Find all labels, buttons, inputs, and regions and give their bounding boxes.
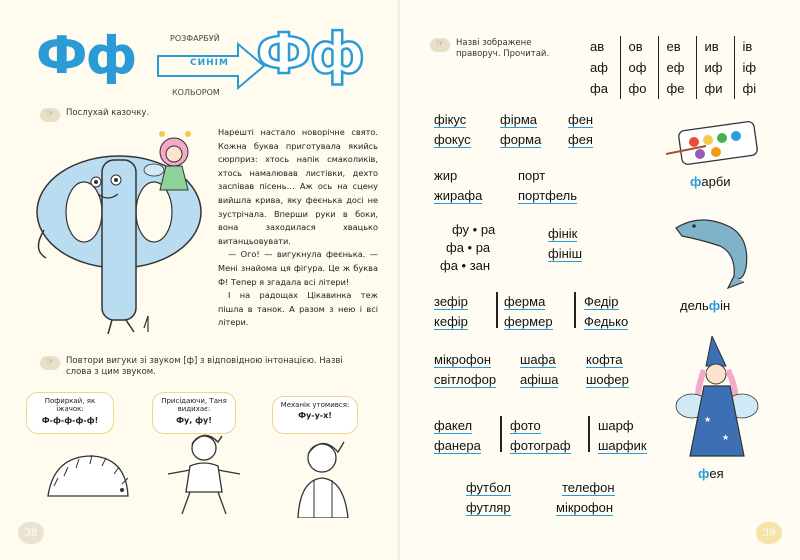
syllable-row bbox=[582, 57, 772, 78]
arrow-label-bottom: КОЛЬОРОМ bbox=[172, 88, 220, 97]
pointing-hand-icon: ☞ bbox=[430, 38, 450, 52]
word: кофта bbox=[586, 352, 623, 367]
word: шафа bbox=[520, 352, 556, 367]
story-paragraph: І на радощах Цікавинка теж пішла в танок. А разом з нею і всі літери. bbox=[218, 290, 378, 328]
syllable-row bbox=[582, 78, 772, 99]
speech-bubble: Присідаючи, Таня видихає: Фу, фу! bbox=[152, 392, 236, 434]
syllable-cell: фі bbox=[734, 78, 772, 99]
word: форма bbox=[500, 132, 542, 147]
word: порт bbox=[518, 168, 546, 183]
syllable-cell: аф bbox=[590, 60, 608, 75]
syllable-cell: фо bbox=[620, 78, 658, 99]
divider bbox=[496, 292, 498, 328]
syllable-cell: ив bbox=[696, 36, 734, 57]
word: мікрофон bbox=[556, 500, 614, 515]
syllable-cell: ав bbox=[590, 39, 605, 54]
word: шарф bbox=[598, 418, 634, 433]
word: фен bbox=[568, 112, 594, 127]
syllable-word: фа • зан bbox=[440, 258, 491, 273]
divider bbox=[588, 416, 590, 452]
caption-delfin: дельфін bbox=[680, 298, 731, 313]
word: фея bbox=[568, 132, 593, 147]
pointing-hand-icon: ☞ bbox=[40, 108, 60, 122]
word: фікус bbox=[434, 112, 467, 127]
instruction-name-read: ☞ Назві зображене праворуч. Прочитай. bbox=[430, 38, 570, 60]
story-paragraph: Нарешті настало новорічне свято. Кожна буква приготувала якийсь сюрприз: хтось напік смаколиків, хтось намалював листівки, дехто заспівав пісень… Аж ось на сцену вийшла крива, яку феєнька досі не зустрічала. Вперши руки в боки, вона заходилася хвацько витанцьовувати. bbox=[218, 127, 378, 246]
word: жирафа bbox=[434, 188, 483, 203]
divider bbox=[500, 416, 502, 452]
story-text bbox=[218, 126, 378, 330]
syllable-cell: еф bbox=[658, 57, 696, 78]
word: жир bbox=[434, 168, 458, 183]
word: афіша bbox=[520, 372, 559, 387]
outline-letters: Фф bbox=[256, 22, 364, 87]
svg-text:★: ★ bbox=[704, 415, 712, 424]
speech-bubble: Механік утомився: Фу-у-х! bbox=[272, 396, 358, 434]
instruction-listen: ☞ Послухай казочку. bbox=[40, 108, 149, 122]
hedgehog-illustration bbox=[40, 446, 136, 506]
dolphin-illustration bbox=[672, 206, 756, 290]
syllable-cell: фе bbox=[658, 78, 696, 99]
syllable-word: фу • ра bbox=[452, 222, 496, 237]
syllable-cell: оф bbox=[620, 57, 658, 78]
word: факел bbox=[434, 418, 473, 433]
syllable-cell: ів bbox=[734, 36, 772, 57]
word: фініш bbox=[548, 246, 583, 261]
word: шофер bbox=[586, 372, 629, 387]
word: футбол bbox=[466, 480, 511, 495]
word: фінік bbox=[548, 226, 578, 241]
word: фанера bbox=[434, 438, 481, 453]
arrow-label-mid: СИНІМ bbox=[190, 58, 229, 68]
fairy-illustration bbox=[140, 128, 210, 198]
page-number: 39 bbox=[756, 522, 782, 544]
caption-feia: фея bbox=[698, 466, 724, 481]
word: Федько bbox=[584, 314, 629, 329]
word: портфель bbox=[518, 188, 578, 203]
story-paragraph: — Ого! — вигукнула феєнька. — Мені знайома ця фігура. Це ж буква Ф! Тепер я згадала всі літери! bbox=[218, 249, 378, 287]
pointing-hand-icon: ☞ bbox=[40, 356, 60, 370]
syllable-cell: фи bbox=[696, 78, 734, 99]
word: зефір bbox=[434, 294, 468, 309]
syllable-word: фа • ра bbox=[446, 240, 491, 255]
big-letters: Фф bbox=[36, 26, 136, 86]
arrow-label-top: РОЗФАРБУЙ bbox=[170, 34, 220, 43]
svg-text:★: ★ bbox=[722, 433, 730, 442]
word: футляр bbox=[466, 500, 511, 515]
word: фото bbox=[510, 418, 541, 433]
word: телефон bbox=[562, 480, 615, 495]
syllable-cell: ев bbox=[658, 36, 696, 57]
word: кефір bbox=[434, 314, 468, 329]
caption-farby: фарби bbox=[690, 174, 731, 189]
word: Федір bbox=[584, 294, 619, 309]
page-number: 38 bbox=[18, 522, 44, 544]
syllable-cell: іф bbox=[734, 57, 772, 78]
syllable-row bbox=[582, 36, 772, 57]
syllable-cell: фа bbox=[590, 81, 608, 96]
fairy-in-blue-dress-illustration bbox=[674, 336, 764, 460]
word: ферма bbox=[504, 294, 546, 309]
instruction-repeat: ☞ Повтори вигуки зі звуком [ф] з відповідною інтонацією. Назві слова з цим звуком. bbox=[40, 356, 360, 378]
syllable-cell: иф bbox=[696, 57, 734, 78]
paint-palette-illustration bbox=[666, 118, 762, 170]
word: фермер bbox=[504, 314, 553, 329]
word: світлофор bbox=[434, 372, 497, 387]
girl-squatting-illustration bbox=[162, 430, 246, 520]
word: мікрофон bbox=[434, 352, 492, 367]
speech-bubble: Пофиркай, як їжачок: Ф-ф-ф-ф-ф! bbox=[26, 392, 114, 434]
syllable-table bbox=[582, 36, 772, 99]
tired-mechanic-illustration bbox=[282, 434, 366, 518]
divider bbox=[574, 292, 576, 328]
word: фокус bbox=[434, 132, 471, 147]
word: фотограф bbox=[510, 438, 571, 453]
syllable-cell: ов bbox=[620, 36, 658, 57]
word: шарфик bbox=[598, 438, 647, 453]
word: фірма bbox=[500, 112, 537, 127]
